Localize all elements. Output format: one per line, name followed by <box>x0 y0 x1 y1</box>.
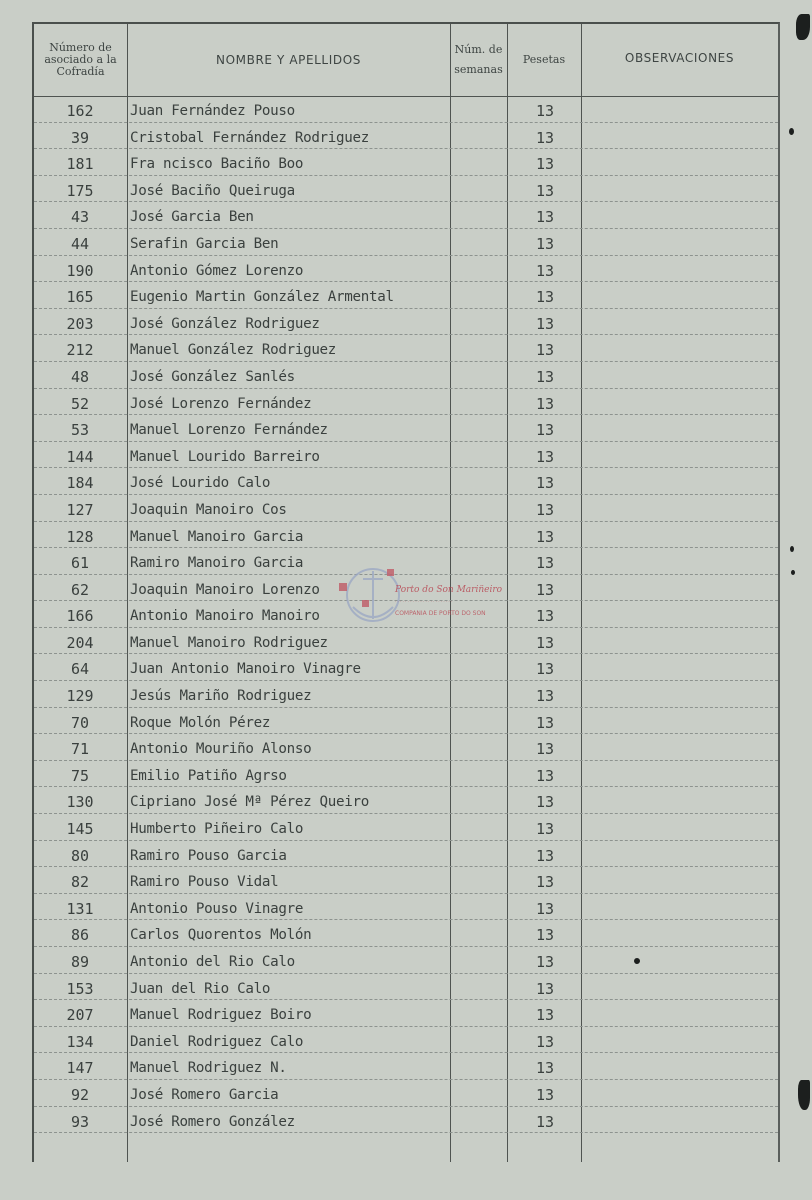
member-number: 175 <box>66 181 94 200</box>
member-name: José González Sanlés <box>130 368 295 385</box>
member-name: Antonio del Rio Calo <box>130 954 295 970</box>
table-row <box>34 176 778 203</box>
pesetas-value: 13 <box>535 527 555 546</box>
member-name: José Romero Garcia <box>130 1086 279 1103</box>
table-row <box>34 495 778 522</box>
table-row <box>34 202 778 229</box>
table-row <box>34 841 778 868</box>
member-number: 86 <box>70 926 90 945</box>
member-name: Manuel Rodriguez N. <box>130 1060 287 1077</box>
header-nombre: NOMBRE Y APELLIDOS <box>216 53 361 67</box>
member-number: 184 <box>66 474 94 493</box>
member-name: Manuel Manoiro Garcia <box>130 528 304 545</box>
pesetas-value: 13 <box>535 314 555 333</box>
member-name: Manuel Lorenzo Fernández <box>130 422 328 439</box>
member-number: 75 <box>70 766 90 785</box>
member-name: Manuel Lourido Barreiro <box>130 448 320 465</box>
member-number: 52 <box>70 394 90 413</box>
pesetas-value: 13 <box>535 128 555 147</box>
member-name: Juan Antonio Manoiro Vinagre <box>130 661 361 678</box>
paper-speck <box>634 958 640 964</box>
table-row <box>34 309 778 336</box>
member-number: 144 <box>66 447 94 466</box>
header-num-semanas: Núm. de semanas <box>454 43 503 76</box>
member-name: Antonio Gómez Lorenzo <box>130 262 304 279</box>
pesetas-value: 13 <box>535 155 555 174</box>
table-row <box>34 734 778 761</box>
member-number: 80 <box>70 846 90 865</box>
member-number: 64 <box>70 660 90 679</box>
member-number: 82 <box>70 873 90 892</box>
pesetas-value: 13 <box>535 580 555 599</box>
paper-speck <box>791 570 795 575</box>
pesetas-value: 13 <box>535 1112 555 1131</box>
member-name: Cristobal Fernández Rodriguez <box>130 129 370 146</box>
table-row <box>34 814 778 841</box>
table-row <box>34 1000 778 1027</box>
header-num-asociado: Número de asociado a la Cofradía <box>44 41 117 78</box>
member-name: Joaquin Manoiro Lorenzo <box>130 581 320 598</box>
member-name: José Garcia Ben <box>130 209 254 226</box>
member-number: 147 <box>66 1059 94 1078</box>
member-name: Antonio Pouso Vinagre <box>130 900 304 917</box>
header-pesetas: Pesetas <box>522 53 566 66</box>
table-row <box>34 335 778 362</box>
member-number: 44 <box>70 234 90 253</box>
member-number: 166 <box>66 607 94 626</box>
pesetas-value: 13 <box>535 899 555 918</box>
member-number: 43 <box>70 208 90 227</box>
table-row <box>34 389 778 416</box>
member-name: Joaquin Manoiro Cos <box>130 501 287 518</box>
table-row <box>34 654 778 681</box>
pesetas-value: 13 <box>535 394 555 413</box>
pesetas-value: 13 <box>535 713 555 732</box>
member-number: 212 <box>66 341 94 360</box>
pesetas-value: 13 <box>535 234 555 253</box>
pesetas-value: 13 <box>535 1085 555 1104</box>
stamp-subtitle: COMPAÑÍA DE PORTO DO SON <box>395 610 486 617</box>
member-name: Jesús Mariño Rodriguez <box>130 688 312 705</box>
member-name: Fra ncisco Baciño Boo <box>130 156 304 173</box>
pesetas-value: 13 <box>535 1006 555 1025</box>
member-name: Juan Fernández Pouso <box>130 103 295 119</box>
paper-speck <box>789 128 794 135</box>
member-number: 204 <box>66 633 94 652</box>
member-name: Roque Molón Pérez <box>130 714 271 731</box>
member-number: 39 <box>70 128 90 147</box>
table-row <box>34 920 778 947</box>
table-row <box>34 628 778 655</box>
member-number: 127 <box>66 500 94 519</box>
member-number: 165 <box>66 288 94 307</box>
member-name: Eugenio Martin González Armental <box>130 289 394 306</box>
table-row <box>34 681 778 708</box>
member-name: Serafin Garcia Ben <box>130 235 279 252</box>
pesetas-value: 13 <box>535 367 555 386</box>
member-number: 89 <box>70 953 90 971</box>
member-name: José Baciño Queiruga <box>130 182 295 199</box>
member-number: 128 <box>66 527 94 546</box>
member-number: 162 <box>66 102 94 120</box>
table-row <box>34 256 778 283</box>
pesetas-value: 13 <box>535 607 555 626</box>
header-observaciones: OBSERVACIONES <box>624 51 735 65</box>
table-row <box>34 123 778 150</box>
pesetas-value: 13 <box>535 979 555 998</box>
member-number: 134 <box>66 1032 94 1051</box>
pesetas-value: 13 <box>535 421 555 440</box>
pesetas-value: 13 <box>535 766 555 785</box>
table-row <box>34 229 778 256</box>
table-row <box>34 149 778 176</box>
table-row <box>34 468 778 495</box>
member-number: 48 <box>70 367 90 386</box>
pesetas-value: 13 <box>535 1032 555 1051</box>
member-number: 71 <box>70 740 90 759</box>
pesetas-value: 13 <box>535 288 555 307</box>
table-row <box>34 947 778 974</box>
member-number: 145 <box>66 820 94 839</box>
member-name: Emilio Patiño Agrso <box>130 767 287 784</box>
table-row <box>34 894 778 921</box>
pesetas-value: 13 <box>535 846 555 865</box>
stamp-title: Porto do Son Mariñeiro <box>395 585 503 595</box>
member-number: 53 <box>70 421 90 440</box>
stamp-fine-print: · · · · · · · · · · · · · · · · · · · · · · · <box>395 599 453 604</box>
table-row <box>34 282 778 309</box>
table-row <box>34 708 778 735</box>
pesetas-value: 13 <box>535 1059 555 1078</box>
member-name: Antonio Manoiro Manoiro <box>130 608 320 625</box>
member-name: Manuel González Rodriguez <box>130 342 337 359</box>
pesetas-value: 13 <box>535 181 555 200</box>
member-number: 190 <box>66 261 94 280</box>
member-number: 129 <box>66 687 94 706</box>
member-name: Ramiro Pouso Garcia <box>130 847 287 864</box>
pesetas-value: 13 <box>535 261 555 280</box>
member-name: Manuel Rodriguez Boiro <box>130 1007 312 1024</box>
member-number: 203 <box>66 314 94 333</box>
paper-speck <box>790 546 794 552</box>
member-name: Antonio Mouriño Alonso <box>130 741 312 758</box>
pesetas-value: 13 <box>535 820 555 839</box>
member-name: Juan del Rio Calo <box>130 980 271 997</box>
member-name: José Lourido Calo <box>130 475 271 492</box>
pesetas-value: 13 <box>535 554 555 573</box>
member-number: 153 <box>66 979 94 998</box>
table-row <box>34 442 778 469</box>
table-row <box>34 522 778 549</box>
table-row <box>34 867 778 894</box>
pesetas-value: 13 <box>535 447 555 466</box>
member-name: José Romero González <box>130 1113 295 1130</box>
pesetas-value: 13 <box>535 793 555 812</box>
pesetas-value: 13 <box>535 953 555 971</box>
member-name: Ramiro Pouso Vidal <box>130 874 279 891</box>
member-name: Humberto Piñeiro Calo <box>130 821 304 838</box>
pesetas-value: 13 <box>535 740 555 759</box>
pesetas-value: 13 <box>535 633 555 652</box>
table-row <box>34 1107 778 1134</box>
table-row <box>34 787 778 814</box>
pesetas-value: 13 <box>535 102 555 120</box>
member-name: Manuel Manoiro Rodriguez <box>130 634 328 651</box>
member-name: Daniel Rodriguez Calo <box>130 1033 304 1050</box>
pesetas-value: 13 <box>535 474 555 493</box>
pesetas-value: 13 <box>535 926 555 945</box>
table-row <box>34 1027 778 1054</box>
table-row <box>34 974 778 1001</box>
pesetas-value: 13 <box>535 660 555 679</box>
table-row <box>34 548 778 575</box>
table-row <box>34 96 778 123</box>
member-name: José González Rodriguez <box>130 315 320 332</box>
pesetas-value: 13 <box>535 500 555 519</box>
table-row <box>34 761 778 788</box>
member-name: Cipriano José Mª Pérez Queiro <box>130 794 370 811</box>
pesetas-value: 13 <box>535 687 555 706</box>
table-row <box>34 362 778 389</box>
member-number: 131 <box>66 899 94 918</box>
paper-damage <box>798 1080 810 1110</box>
member-number: 130 <box>66 793 94 812</box>
member-number: 61 <box>70 554 90 573</box>
member-number: 70 <box>70 713 90 732</box>
table-row <box>34 1053 778 1080</box>
paper-damage <box>796 14 810 40</box>
member-name: Carlos Quorentos Molón <box>130 927 312 944</box>
member-number: 92 <box>70 1085 90 1104</box>
member-name: Ramiro Manoiro Garcia <box>130 555 304 572</box>
member-number: 181 <box>66 155 94 174</box>
member-number: 93 <box>70 1112 90 1131</box>
pesetas-value: 13 <box>535 208 555 227</box>
pesetas-value: 13 <box>535 873 555 892</box>
table-row <box>34 415 778 442</box>
member-name: José Lorenzo Fernández <box>130 395 312 412</box>
member-number: 62 <box>70 580 90 599</box>
pesetas-value: 13 <box>535 341 555 360</box>
member-number: 207 <box>66 1006 94 1025</box>
table-row <box>34 1080 778 1107</box>
